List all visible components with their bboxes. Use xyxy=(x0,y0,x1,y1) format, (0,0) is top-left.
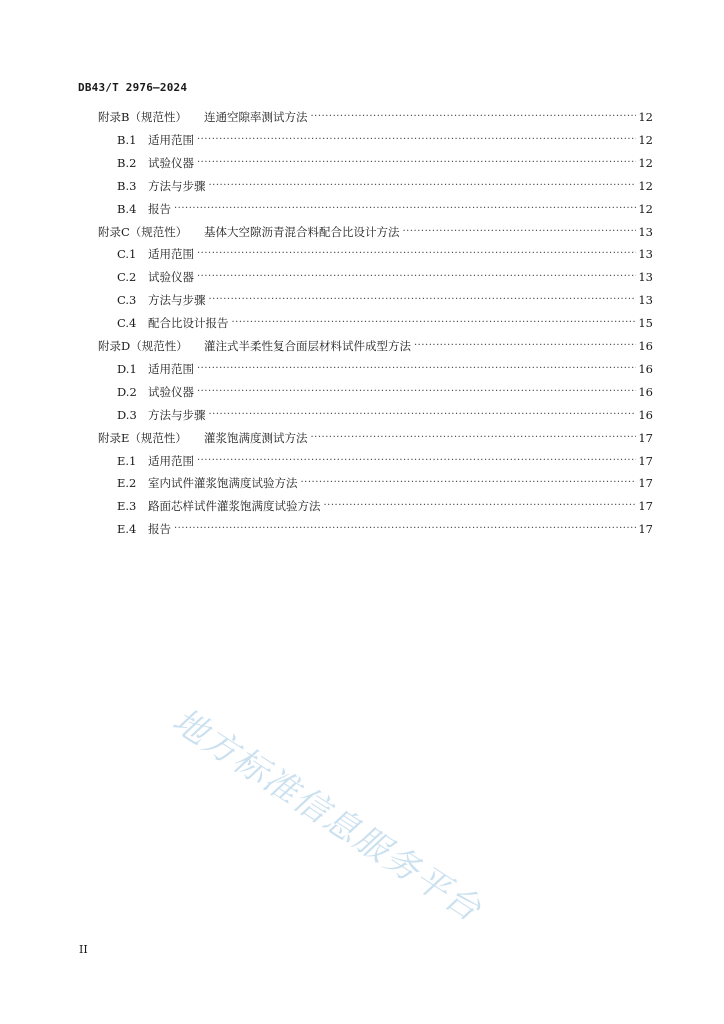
toc-entry-title: 连通空隙率测试方法 xyxy=(204,110,308,124)
toc-leader-dots xyxy=(197,245,636,263)
toc-entry-number: C.4 xyxy=(117,316,137,331)
toc-entry-number: E.1 xyxy=(117,453,137,468)
toc-leader-dots xyxy=(197,268,636,286)
toc-entry-page: 15 xyxy=(638,316,653,331)
toc-entry-page: 12 xyxy=(638,201,653,216)
toc-entry-number: C.2 xyxy=(117,270,137,285)
toc-leader-dots xyxy=(209,177,637,195)
toc-leader-dots xyxy=(209,291,637,309)
toc-leader-dots xyxy=(174,200,636,218)
toc-appendix-entry[interactable] xyxy=(98,337,653,355)
toc-entry-title: 适用范围 xyxy=(148,361,194,376)
toc-entry-number: B.1 xyxy=(117,132,137,147)
toc-appendix-entry[interactable] xyxy=(98,429,653,447)
toc-entry-page: 17 xyxy=(638,453,653,468)
toc-leader-dots xyxy=(209,406,637,424)
toc-entry-title: 灌注式半柔性复合面层材料试件成型方法 xyxy=(204,339,411,353)
toc-leader-dots xyxy=(197,452,636,470)
toc-leader-dots xyxy=(403,223,637,241)
toc-entry-title: 报告 xyxy=(148,201,171,216)
toc-entry-number: E.2 xyxy=(117,476,137,491)
toc-entry-number: B.2 xyxy=(117,155,137,170)
toc-entry-page: 17 xyxy=(638,499,653,514)
toc-entry-title: 报告 xyxy=(148,522,171,537)
toc-entry-title: 试验仪器 xyxy=(148,155,194,170)
toc-entry-number: D.2 xyxy=(117,384,137,399)
toc-entry-number: E.3 xyxy=(117,499,137,514)
toc-entry-page: 17 xyxy=(638,522,653,537)
toc-leader-dots xyxy=(301,474,637,492)
toc-entry-title: 试验仪器 xyxy=(148,384,194,399)
toc-section-entry[interactable] xyxy=(117,268,653,286)
toc-entry-title: 室内试件灌浆饱满度试验方法 xyxy=(148,476,298,491)
toc-appendix-entry[interactable] xyxy=(98,108,653,126)
toc-leader-dots xyxy=(197,154,636,172)
toc-entry-number: 附录E（规范性） xyxy=(98,430,187,445)
toc-entry-title: 方法与步骤 xyxy=(148,178,206,193)
toc-entry-title: 配合比设计报告 xyxy=(148,316,229,331)
toc-entry-title: 适用范围 xyxy=(148,453,194,468)
toc-entry-title: 灌浆饱满度测试方法 xyxy=(204,430,308,445)
page-number: II xyxy=(79,943,88,956)
toc-entry-page: 16 xyxy=(638,407,653,422)
toc-leader-dots xyxy=(197,383,636,401)
toc-entry-number: 附录B（规范性） xyxy=(98,110,187,124)
toc-entry-page: 13 xyxy=(638,224,653,239)
toc-section-entry[interactable] xyxy=(117,245,653,263)
toc-section-entry[interactable] xyxy=(117,154,653,172)
toc-leader-dots xyxy=(232,314,637,332)
toc-section-entry[interactable] xyxy=(117,291,653,309)
toc-section-entry[interactable] xyxy=(117,474,653,492)
toc-section-entry[interactable] xyxy=(117,200,653,218)
document-id: DB43/T 2976—2024 xyxy=(78,81,188,94)
toc-entry-page: 12 xyxy=(638,110,653,124)
toc-entry-page: 17 xyxy=(638,476,653,491)
toc-entry-page: 13 xyxy=(638,293,653,308)
toc-entry-page: 17 xyxy=(638,430,653,445)
toc-section-entry[interactable] xyxy=(117,314,653,332)
toc-entry-number: E.4 xyxy=(117,522,137,537)
toc-leader-dots xyxy=(197,131,636,149)
toc-entry-page: 16 xyxy=(638,384,653,399)
toc-entry-title: 适用范围 xyxy=(148,247,194,262)
toc-entry-number: 附录D（规范性） xyxy=(98,339,188,353)
toc-entry-page: 12 xyxy=(638,155,653,170)
toc-section-entry[interactable] xyxy=(117,383,653,401)
toc-section-entry[interactable] xyxy=(117,406,653,424)
toc-leader-dots xyxy=(174,520,636,538)
toc-leader-dots xyxy=(324,497,637,515)
toc-entry-page: 16 xyxy=(638,361,653,376)
toc-section-entry[interactable] xyxy=(117,520,653,538)
toc-entry-number: C.1 xyxy=(117,247,137,262)
toc-entry-number: C.3 xyxy=(117,293,137,308)
toc-entry-page: 13 xyxy=(638,247,653,262)
toc-entry-title: 方法与步骤 xyxy=(148,293,206,308)
toc-section-entry[interactable] xyxy=(117,452,653,470)
toc-section-entry[interactable] xyxy=(117,497,653,515)
toc-entry-title: 基体大空隙沥青混合料配合比设计方法 xyxy=(204,224,400,239)
toc-entry-title: 路面芯样试件灌浆饱满度试验方法 xyxy=(148,499,321,514)
toc-entry-number: D.3 xyxy=(117,407,137,422)
toc-section-entry[interactable] xyxy=(117,131,653,149)
toc-entry-title: 试验仪器 xyxy=(148,270,194,285)
toc-entry-number: 附录C（规范性） xyxy=(98,224,188,239)
toc-entry-page: 16 xyxy=(638,339,653,353)
toc-entry-page: 12 xyxy=(638,178,653,193)
toc-entry-title: 适用范围 xyxy=(148,132,194,147)
toc-section-entry[interactable] xyxy=(117,360,653,378)
toc-appendix-entry[interactable] xyxy=(98,223,653,241)
watermark: 地方标准信息服务平台 xyxy=(165,700,489,931)
toc-entry-number: B.3 xyxy=(117,178,137,193)
toc-leader-dots xyxy=(197,360,636,378)
toc-entry-page: 12 xyxy=(638,132,653,147)
toc-leader-dots xyxy=(414,337,636,355)
toc-leader-dots xyxy=(311,108,637,126)
toc-entry-number: D.1 xyxy=(117,361,137,376)
toc-entry-title: 方法与步骤 xyxy=(148,407,206,422)
toc-leader-dots xyxy=(311,429,637,447)
toc-entry-number: B.4 xyxy=(117,201,137,216)
toc-entry-page: 13 xyxy=(638,270,653,285)
toc-section-entry[interactable] xyxy=(117,177,653,195)
